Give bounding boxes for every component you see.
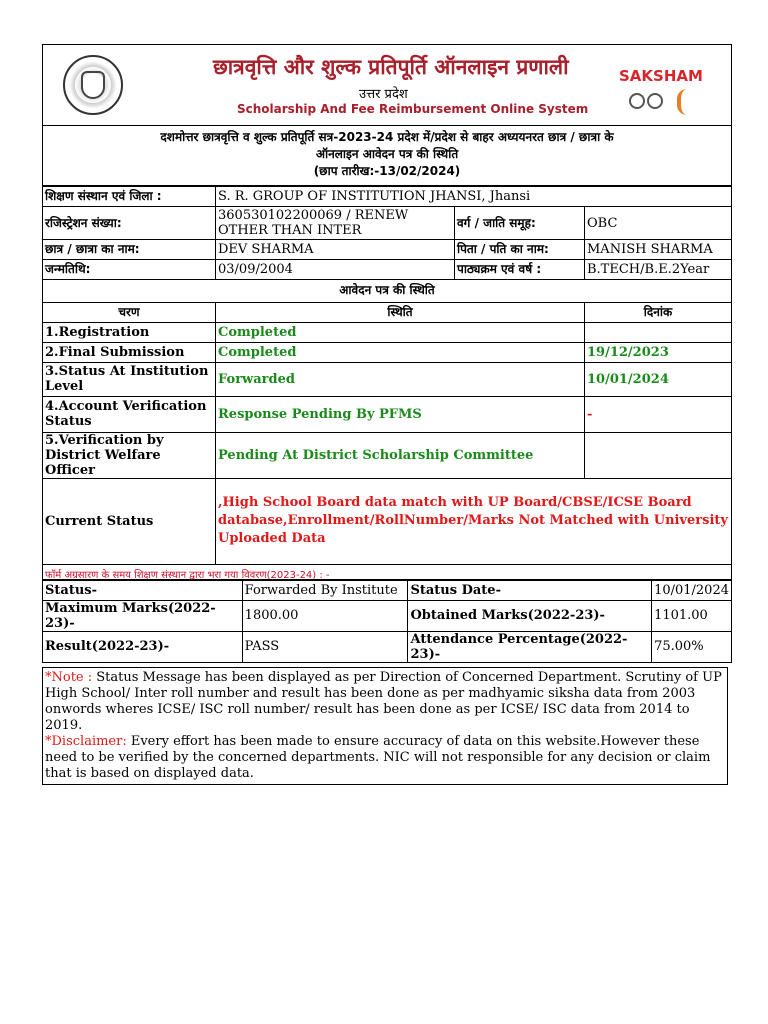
institution-value: S. R. GROUP OF INSTITUTION JHANSI, Jhansi [216, 187, 732, 207]
status-cell: Completed [216, 342, 585, 362]
state-name: उत्तर प्रदेश [359, 87, 408, 102]
disclaimer-label: *Disclaimer: [45, 733, 127, 749]
category-label: वर्ग / जाति समूह: [455, 207, 585, 240]
current-status-label: Current Status [43, 478, 216, 564]
obtained-marks-label: Obtained Marks(2022-23)- [408, 600, 652, 631]
stage-cell: 3.Status At Institution Level [43, 362, 216, 396]
course-value: B.TECH/B.E.2Year [585, 260, 732, 280]
form-details-table [42, 580, 732, 663]
result-value: PASS [242, 631, 408, 662]
attendance-value: 75.00% [652, 631, 732, 662]
registration-label: रजिस्ट्रेशन संख्या: [43, 207, 216, 240]
status-value: Forwarded By Institute [242, 580, 408, 600]
status-cell: Forwarded [216, 362, 585, 396]
dob-value: 03/09/2004 [216, 260, 455, 280]
status-date-label: Status Date- [408, 580, 652, 600]
document-heading [42, 126, 732, 186]
portal-title-hindi: छात्रवृत्ति और शुल्क प्रतिपूर्ति ऑनलाइन प्रणाली [213, 55, 569, 79]
application-status-document [42, 44, 732, 785]
registration-value: 360530102200069 / RENEW OTHER THAN INTER [216, 207, 455, 240]
table-row [43, 432, 732, 478]
form-details-title: फॉर्म अग्रसारण के समय शिक्षण संस्थान द्वारा भरा गया विवरण(2023-24) : - [42, 565, 732, 580]
date-cell: 10/01/2024 [585, 362, 732, 396]
stage-cell: 5.Verification by District Welfare Officer [43, 432, 216, 478]
date-cell [585, 432, 732, 478]
note-label: *Note : [45, 669, 93, 685]
max-marks-value: 1800.00 [242, 600, 408, 631]
status-label: Status- [43, 580, 243, 600]
stage-cell: 2.Final Submission [43, 342, 216, 362]
attendance-label: Attendance Percentage(2022-23)- [408, 631, 652, 662]
status-section-title: आवेदन पत्र की स्थिति [43, 280, 732, 302]
date-cell: - [585, 396, 732, 432]
student-name-label: छात्र / छात्रा का नाम: [43, 240, 216, 260]
status-cell: Completed [216, 322, 585, 342]
up-government-seal-icon [63, 55, 123, 115]
obtained-marks-value: 1101.00 [652, 600, 732, 631]
saksham-brand: SAKSHAM [619, 67, 703, 85]
header-banner [42, 44, 732, 126]
course-label: पाठ्यक्रम एवं वर्ष : [455, 260, 585, 280]
student-info-table [42, 186, 732, 280]
col-stage: चरण [43, 302, 216, 322]
max-marks-label: Maximum Marks(2022-23)- [43, 600, 243, 631]
date-cell [585, 322, 732, 342]
print-date: (छाप तारीख:-13/02/2024) [313, 164, 461, 178]
disclaimer-text: Every effort has been made to ensure accuracy of data on this website.However these need to be verified by the concerned departments. NIC will not responsible for any decision or claim that is based on displayed data. [45, 733, 711, 781]
student-name-value: DEV SHARMA [216, 240, 455, 260]
date-cell: 19/12/2023 [585, 342, 732, 362]
status-cell: Pending At District Scholarship Committee [216, 432, 585, 478]
category-value: OBC [585, 207, 732, 240]
application-status-table [42, 280, 732, 565]
stage-cell: 4.Account Verification Status [43, 396, 216, 432]
table-row [43, 362, 732, 396]
heading-line-2: ऑनलाइन आवेदन पत्र की स्थिति [315, 147, 459, 161]
father-name-value: MANISH SHARMA [585, 240, 732, 260]
stage-cell: 1.Registration [43, 322, 216, 342]
status-date-value: 10/01/2024 [652, 580, 732, 600]
portal-title-english: Scholarship And Fee Reimbursement Online System [237, 102, 589, 116]
current-status-value: ,High School Board data match with UP Board/CBSE/ICSE Board database,Enrollment/RollNumber/Marks Not Matched with University Uploaded Data [216, 478, 732, 564]
heading-line-1: दशमोत्तर छात्रवृत्ति व शुल्क प्रतिपूर्ति सत्र-2023-24 प्रदेश में/प्रदेश से बाहर अध्ययनरत छात्र / छात्रा के [160, 130, 614, 144]
table-row [43, 322, 732, 342]
digital-india-logo-icon [629, 89, 719, 119]
dob-label: जन्मतिथि: [43, 260, 216, 280]
table-row [43, 396, 732, 432]
table-row [43, 342, 732, 362]
note-text: Status Message has been displayed as per Direction of Concerned Department. Scrutiny of UP High School/ Inter roll number and result has been done as per madhyamic siksha data from 2003 onwords wheres ICSE/ ISC roll number/ result has been done as per ICSE/ ISC data from 2014 to 2019. [45, 669, 722, 733]
col-status: स्थिति [216, 302, 585, 322]
status-cell: Response Pending By PFMS [216, 396, 585, 432]
col-date: दिनांक [585, 302, 732, 322]
father-name-label: पिता / पति का नाम: [455, 240, 585, 260]
result-label: Result(2022-23)- [43, 631, 243, 662]
notes-box [42, 667, 728, 785]
institution-label: शिक्षण संस्थान एवं जिला : [43, 187, 216, 207]
